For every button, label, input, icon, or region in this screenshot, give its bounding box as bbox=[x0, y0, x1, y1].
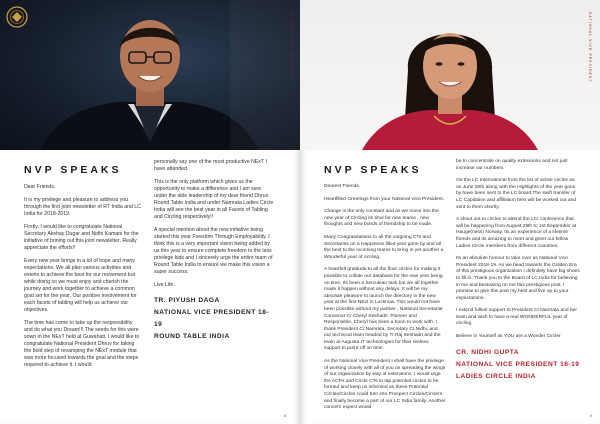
left-ribbon-text: NATIONAL VICE PRESIDENT bbox=[290, 10, 294, 81]
left-column-1 bbox=[24, 184, 142, 375]
paragraph: be to concentrate on quality extensions and not just increase our numbers. bbox=[456, 159, 568, 171]
paragraph: Believe in Yourself as YOU are a Wonder Circler bbox=[456, 334, 561, 340]
right-column-2 bbox=[456, 159, 580, 383]
paragraph: I extend fullest support to President Cr.Namrata and her team and wish to have a real WONDERFUL year of circling. bbox=[456, 308, 577, 327]
paragraph: Change is the only constant and as we move into the new year of Circling its time for new teams , new thoughts and new bonds of friendship to be made. bbox=[324, 209, 439, 228]
signature-name: TR. PIYUSH DAGA bbox=[154, 297, 220, 304]
paragraph: personally say one of the most productive NExT I have attended. bbox=[154, 159, 267, 172]
paragraph: Every new year brings in a lot of hope and many expectations. We all plan various activities and events to achieve the best for our movement but while doing so we must enjoy and cherish the journey and work together to achieve a common goal set for the year. Our positive involvement for each facets of tabling will help us achieve our objectives. bbox=[24, 258, 137, 313]
paragraph: Live Life. bbox=[154, 282, 175, 288]
paragraph: As the National Vice President I shall have the privilege of working closely with all of you on spreading the wings of our organization by way of extensions. I would urge the ACPs and Circle CTs to tap potential circles to be formed and keep us informed as these Potential Circles/Circles could turn into Prospect Circles/Circlers and finally become a part of our LC India family. Another concern expect would bbox=[324, 359, 446, 411]
paragraph: Firstly, I would like to congratulate National Secretary Akshay Dugar and Nidhi Kamani for the initiative of brining out this joint newsletter. Really appreciate the efforts!! bbox=[24, 224, 139, 251]
signature-title: NATIONAL VICE PRESIDENT 18-19 bbox=[456, 360, 580, 368]
paragraph: A heartfelt gratitude to all the floor circles for making it possible to collate our database for the new year being on time. Its been a herculean task but we all together made it happen without any delays. It will be my absolute pleasure to launch the directory in the new year at the first NExt in Lucknow. This would not have been possible without my partner , National Secretarial Convenor Cr.Cheryl Seshadri. Pioneer and Responsible, Cheryl has been a boon to work with. I thank President Cr.Namrata, Secretary Cr.Nidhi, and our technical team headed by Tr.Raj Seshadri and the team at Augusta IT technologies for their tireless support to pull it off on time. bbox=[324, 267, 443, 352]
paragraph: A shout out to circles to attend the LCI conference that will be happening from August 29th to 1st September at Hauge(ness) Norway. Its an experience of a lifetime friends and its amazing to meet and greet our fellow Ladies Circle members from different countries. bbox=[456, 217, 577, 249]
paragraph: The time has come to take up the responsibility and do what you Dream!!! The seeds for this were sown in the NExT held at Guwahati. I would like to congratulate National President Dhruv for taking the bold step of revamping the NExT module that was more focused towards the goal and the steps required to achieve it. I would bbox=[24, 320, 140, 368]
portrait-photo-piyush bbox=[0, 0, 300, 150]
signature-title: NATIONAL VICE PRESIDENT 18-19 bbox=[154, 309, 270, 328]
portrait-photo-nidhi bbox=[300, 0, 600, 150]
right-column-1 bbox=[324, 184, 446, 418]
signature-organization: ROUND TABLE INDIA bbox=[154, 333, 230, 340]
paragraph: Dearest Friends, bbox=[324, 184, 361, 189]
paragraph: A special mention about the new initiative being started this year Freedom Through Employability. I think this is a very important vision being added by us this year to ensure complete freedom to the less privilege kids and I sincerely urge the entire team of Round Table India to ensure we make this vision a super success. bbox=[154, 227, 273, 275]
signature-organization: LADIES CIRCLE INDIA bbox=[456, 372, 536, 380]
paragraph: It is my privilege and pleasure to address you through the first joint newsletter of RT India and LC India for 2018-2019. bbox=[24, 197, 141, 217]
page-number: 8 bbox=[283, 413, 286, 418]
paragraph: Many Congratulations to all the outgoing CTs and Secretaries on a Happiness filled year gone by and all the best to the incoming teams to bring in yet another a Wonderful year of circling. bbox=[324, 234, 444, 260]
paragraph: On the LC International front the list of active circles as on June 30th along with the Highlights of the year gone by have been sent to the LC board.The swift transfer of LC Capitation and affiliation fees will be worked out and sent to them shortly. bbox=[456, 178, 577, 210]
signature-name: CR. NIDHI GUPTA bbox=[456, 348, 520, 356]
right-page bbox=[300, 0, 600, 424]
paragraph: Its an absolute honour to take over as National Vice President 2018-19. As we head towards the Golden Era of this prestigious organization I definitely have big shoes to fill in. Thank you to the Board of LC India for believing in me and bestowing on me this prestigious post. I promise to give this post my best and live up to your expectations. bbox=[456, 256, 580, 301]
right-page-title: NVP SPEAKS bbox=[324, 164, 422, 176]
paragraph: Dear Friends, bbox=[24, 184, 56, 190]
left-column-2 bbox=[154, 159, 274, 343]
round-table-logo bbox=[7, 7, 27, 27]
page-number: 9 bbox=[589, 413, 592, 418]
right-ribbon-text: NATIONAL VICE PRESIDENT bbox=[588, 12, 592, 83]
left-page-title: NVP SPEAKS bbox=[24, 164, 122, 176]
paragraph: Heartfilled Greetings from your National Vice President. bbox=[324, 196, 445, 202]
paragraph: This is the only platform which gives us the opportunity to make a difference and I am sure under the able leadership of my dear friend Dhruv Round Table India and under Namrata Ladies Circle India will see the best year in all Facets of Tabling and Circling respectively!! bbox=[154, 179, 274, 220]
